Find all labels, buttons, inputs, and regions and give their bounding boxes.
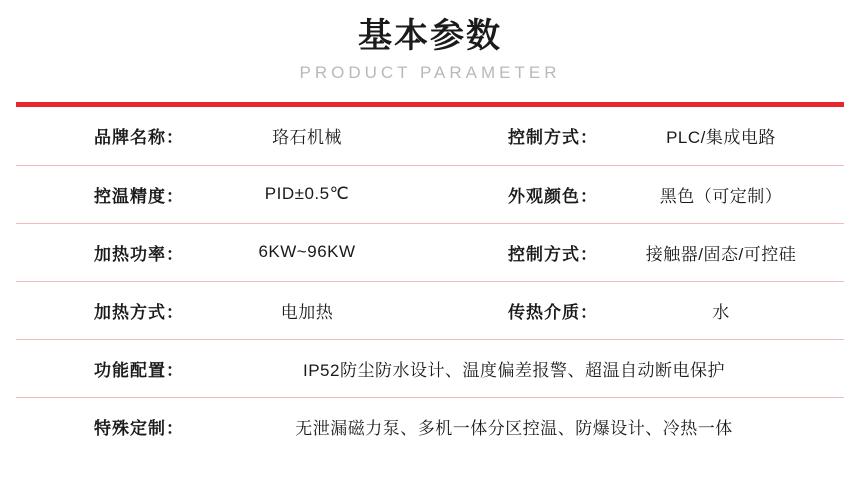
param-label: 加热方式： — [16, 281, 184, 339]
param-value: 6KW~96KW — [184, 223, 430, 281]
param-value: IP52防尘防水设计、温度偏差报警、超温自动断电保护 — [184, 339, 844, 397]
param-label: 控温精度： — [16, 165, 184, 223]
table-row — [16, 339, 844, 397]
table-row — [16, 107, 844, 165]
parameter-table — [16, 107, 844, 455]
table-row — [16, 397, 844, 455]
page-header — [0, 0, 860, 86]
page-subtitle: PRODUCT PARAMETER — [299, 63, 561, 82]
param-value: 电加热 — [184, 281, 430, 339]
param-label: 特殊定制： — [16, 397, 184, 455]
param-value: 水 — [598, 281, 844, 339]
param-value: 珞石机械 — [272, 128, 342, 148]
param-value: 黑色（可定制） — [598, 165, 844, 223]
param-label: 外观颜色： — [430, 165, 598, 223]
param-label: 传热介质： — [430, 281, 598, 339]
param-value: PID±0.5℃ — [184, 165, 430, 223]
param-label: 控制方式： — [430, 223, 598, 281]
table-row — [16, 281, 844, 339]
param-value: PLC/集成电路 — [666, 128, 776, 148]
param-value: 无泄漏磁力泵、多机一体分区控温、防爆设计、冷热一体 — [184, 397, 844, 455]
table-row — [16, 165, 844, 223]
param-label: 品牌名称： — [94, 128, 184, 148]
page-title: 基本参数 — [358, 17, 502, 55]
table-row — [16, 223, 844, 281]
param-label: 控制方式： — [508, 128, 598, 148]
param-value: 接触器/固态/可控硅 — [598, 223, 844, 281]
param-label: 功能配置： — [16, 339, 184, 397]
param-label: 加热功率： — [16, 223, 184, 281]
